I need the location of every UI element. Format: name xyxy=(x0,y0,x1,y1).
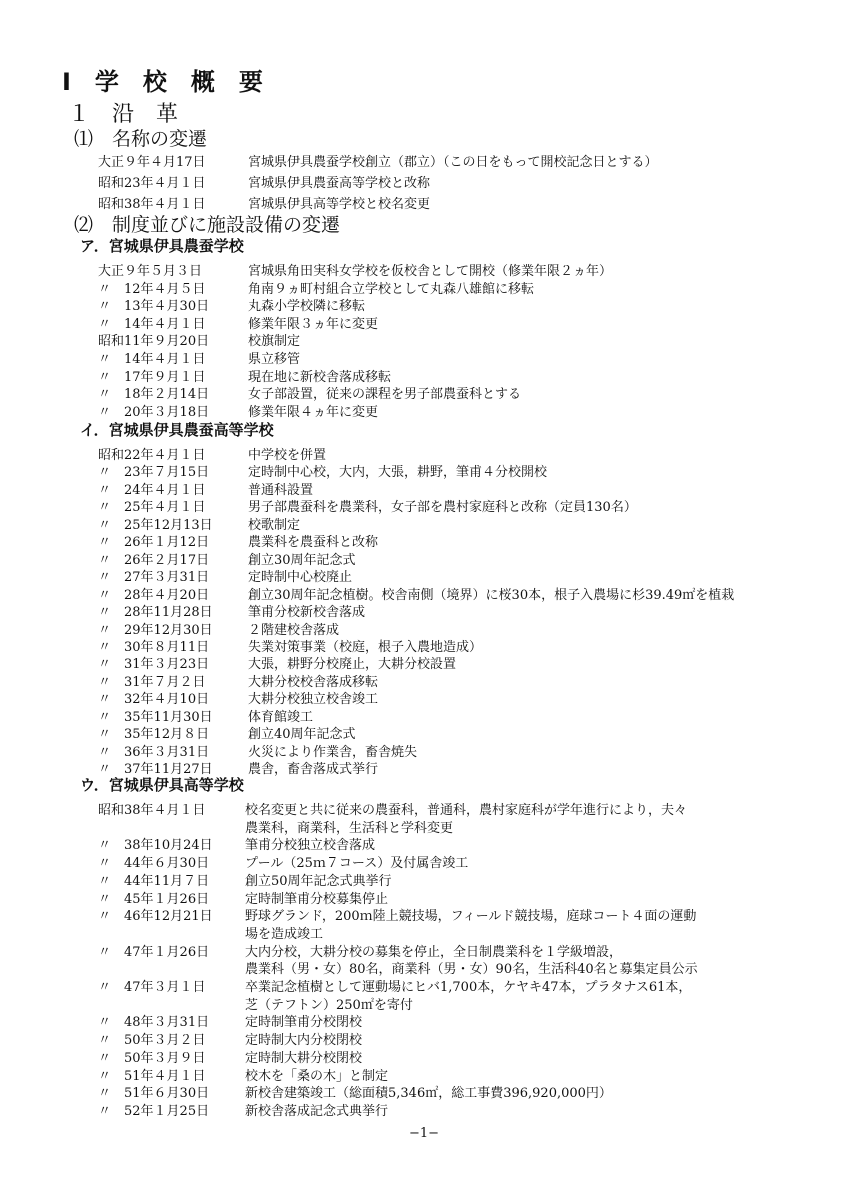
entry-date: 〃 36年３月31日 xyxy=(98,744,210,760)
entry-date: 〃 51年４月１日 xyxy=(98,1068,206,1084)
entry-description: 農業科を農蚕科と改称 xyxy=(248,535,379,551)
entry-date: 〃 31年３月23日 xyxy=(98,657,210,673)
entry-date: 〃 13年４月30日 xyxy=(98,299,210,315)
entry-description: 農舎，畜舎落成式挙行 xyxy=(248,762,379,778)
entry-date: 〃 14年４月１日 xyxy=(98,352,206,367)
entry-description: 女子部設置，従来の課程を男子部農蚕科とする xyxy=(248,387,522,403)
entry-description: プール（25ｍ７コース）及付属舎竣工 xyxy=(245,856,469,872)
entry-date: 〃 20年３月18日 xyxy=(98,404,210,420)
entry-description: 宮城県伊具農蚕高等学校と改称 xyxy=(248,176,431,191)
history-entry xyxy=(0,1100,848,1120)
entry-description: 現在地に新校舎落成移転 xyxy=(248,369,392,385)
entry-date: 〃 47年３月１日 xyxy=(98,980,206,995)
entry-description: 大張，耕野分校廃止，大耕分校設置 xyxy=(248,657,457,673)
entry-description: 創立30周年記念植樹。校舎南側（境界）に桜30本，根子入農場に杉39.49㎡を植栽 xyxy=(248,587,735,603)
entry-description: 校旗制定 xyxy=(248,334,301,350)
entry-description: 定時制筆甫分校募集停止 xyxy=(245,891,389,907)
history-entry xyxy=(0,172,848,192)
entry-description: 男子部農蚕科を農業科，女子部を農村家庭科と改称（定員130名） xyxy=(248,500,637,516)
entry-description: 普通科設置 xyxy=(248,482,314,498)
entry-description: 創立50周年記念式典挙行 xyxy=(245,873,392,889)
entry-description: 卒業記念植樹として運動場にヒバ1,700本，ケヤキ47本，プラタナス61本， xyxy=(245,980,692,995)
entry-description: 丸森小学校隣に移転 xyxy=(248,299,366,315)
entry-date: 〃 44年11月７日 xyxy=(98,873,210,889)
entry-description: 筆甫分校新校舎落成 xyxy=(248,605,366,621)
entry-description: ２階建校舎落成 xyxy=(248,622,340,638)
entry-date: 〃 50年３月９日 xyxy=(98,1050,206,1066)
entry-description: 定時制筆甫分校閉校 xyxy=(245,1015,363,1031)
entry-date: 〃 18年２月14日 xyxy=(98,387,210,403)
entry-date: 〃 35年12月８日 xyxy=(98,727,210,743)
chapter-title: Ⅰ 学 校 概 要 xyxy=(62,68,263,96)
entry-description: 場を造成竣工 xyxy=(245,926,324,942)
entry-description: 定時制大内分校閉校 xyxy=(245,1033,363,1049)
entry-date: 〃 51年６月30日 xyxy=(98,1086,210,1102)
entry-description: 筆甫分校独立校舎落成 xyxy=(245,838,376,854)
entry-description: 大耕分校校舎落成移転 xyxy=(248,674,379,690)
group-heading-i: イ．宮城県伊具農蚕高等学校 xyxy=(80,421,274,439)
entry-description: 修業年限４ヵ年に変更 xyxy=(248,404,379,420)
entry-description: 農業科，商業科，生活科と学科変更 xyxy=(245,820,454,836)
entry-description: 角南９ヵ町村組合立学校として丸森八雄館に移転 xyxy=(248,281,535,297)
entry-date: 〃 50年３月２日 xyxy=(98,1033,206,1049)
entry-description: 体育館竣工 xyxy=(248,709,314,725)
entry-date: 〃 24年４月１日 xyxy=(98,482,206,498)
page-number: −1− xyxy=(408,1126,440,1141)
entry-description: 新校舎落成記念式典挙行 xyxy=(245,1103,389,1119)
section-title: １ 沿 革 xyxy=(68,102,179,127)
entry-description: 宮城県伊具高等学校と校名変更 xyxy=(248,197,431,212)
entry-date: 〃 52年１月25日 xyxy=(98,1103,210,1119)
entry-date: 〃 12年４月５日 xyxy=(98,281,206,297)
entry-description: 新校舎建築竣工（総面積5,346㎡，総工事費396,920,000円） xyxy=(245,1086,612,1102)
entry-date: 〃 29年12月30日 xyxy=(98,622,213,638)
entry-description: 定時制中心校廃止 xyxy=(248,570,353,586)
entry-description: 野球グランド，200ｍ陸上競技場，フィールド競技場，庭球コート４面の運動 xyxy=(245,909,697,925)
entry-date: 昭和11年９月20日 xyxy=(98,334,210,350)
entry-date: 〃 32年４月10日 xyxy=(98,692,210,708)
entry-date: 昭和38年４月１日 xyxy=(98,803,206,818)
entry-description: 定時制中心校，大内，大張，耕野，筆甫４分校開校 xyxy=(248,465,548,481)
entry-description: 農業科（男・女）80名，商業科（男・女）90名，生活科40名と募集定員公示 xyxy=(245,962,698,978)
entry-date: 〃 23年７月15日 xyxy=(98,465,210,481)
entry-description: 校歌制定 xyxy=(248,517,301,533)
entry-date: 〃 37年11月27日 xyxy=(98,762,213,778)
entry-date: 〃 30年８月11日 xyxy=(98,639,210,655)
entry-description: 校名変更と共に従来の農蚕科，普通科，農村家庭科が学年進行により，夫々 xyxy=(245,803,688,818)
entry-date: 大正９年５月３日 xyxy=(98,264,203,279)
entry-description: 大耕分校独立校舎竣工 xyxy=(248,692,379,708)
entry-description: 修業年限３ヵ年に変更 xyxy=(248,316,379,332)
entry-description: 宮城県伊具農蚕学校創立（郡立）（この日をもって開校記念日とする） xyxy=(248,155,658,170)
entry-description: 宮城県角田実科女学校を仮校舎として開校（修業年限２ヵ年） xyxy=(248,264,613,279)
entry-description: 創立40周年記念式 xyxy=(248,727,356,743)
entry-date: 〃 17年９月１日 xyxy=(98,369,206,385)
history-entry xyxy=(0,401,848,421)
entry-description: 火災により作業舎，畜舎焼失 xyxy=(248,744,418,760)
entry-date: 〃 27年３月31日 xyxy=(98,570,210,586)
entry-date: 〃 14年４月１日 xyxy=(98,316,206,332)
entry-date: 〃 28年４月20日 xyxy=(98,587,210,603)
entry-date: 〃 25年４月１日 xyxy=(98,500,206,516)
entry-date: 〃 47年１月26日 xyxy=(98,944,210,960)
entry-description: 定時制大耕分校閉校 xyxy=(245,1050,363,1066)
group-heading-a: ア．宮城県伊具農蚕学校 xyxy=(80,237,244,255)
entry-date: 昭和23年４月１日 xyxy=(98,176,206,191)
entry-date: 昭和22年４月１日 xyxy=(98,448,206,463)
entry-date: 〃 26年２月17日 xyxy=(98,552,210,568)
history-entry xyxy=(0,151,848,171)
entry-date: 〃 31年７月２日 xyxy=(98,674,206,690)
entry-description: 失業対策事業（校庭，根子入農地造成） xyxy=(248,639,483,655)
group-heading-u: ウ．宮城県伊具高等学校 xyxy=(80,776,244,794)
entry-date: 〃 28年11月28日 xyxy=(98,605,213,621)
entry-date: 〃 25年12月13日 xyxy=(98,517,213,533)
entry-description: 校木を「桑の木」と制定 xyxy=(245,1068,389,1084)
entry-description: 中学校を併置 xyxy=(248,448,327,463)
entry-date: 〃 26年１月12日 xyxy=(98,535,210,551)
entry-date: 〃 35年11月30日 xyxy=(98,709,213,725)
subsection-name-history: ⑴ 名称の変遷 xyxy=(74,128,208,150)
entry-date: 〃 38年10月24日 xyxy=(98,838,213,854)
entry-description: 創立30周年記念式 xyxy=(248,552,356,568)
entry-description: 芝（テフトン）250㎡を寄付 xyxy=(245,997,413,1013)
entry-date: 〃 46年12月21日 xyxy=(98,909,213,925)
entry-date: 大正９年４月17日 xyxy=(98,155,206,170)
subsection-facility-history: ⑵ 制度並びに施設設備の変遷 xyxy=(74,214,341,236)
entry-date: 〃 44年６月30日 xyxy=(98,856,210,872)
entry-description: 県立移管 xyxy=(248,352,301,367)
entry-date: 昭和38年４月１日 xyxy=(98,197,206,212)
entry-description: 大内分校，大耕分校の募集を停止，全日制農業科を１学級増設， xyxy=(245,944,623,960)
entry-date: 〃 48年３月31日 xyxy=(98,1015,210,1031)
entry-date: 〃 45年１月26日 xyxy=(98,891,210,907)
